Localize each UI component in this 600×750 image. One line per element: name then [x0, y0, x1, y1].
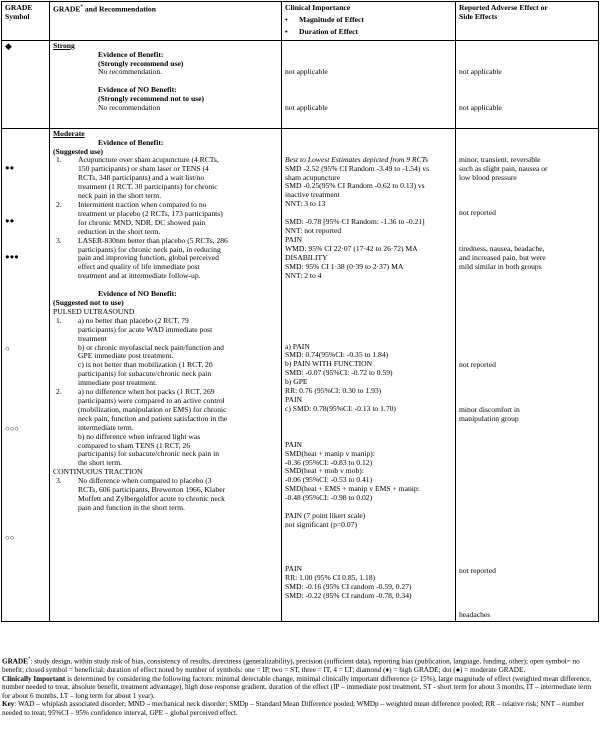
moderate-adverse: minor, transient, reversible such as slight pain, nausea or low blood pressure not reported tiredness, nausea, headache, and increased pain, but were mild similar in both groups not reported minor discomfort in manipulation group not reported headaches [456, 128, 599, 621]
pulsed-ultrasound-item: 1. a) no better than placebo (2 RCT, 79 participants) for acute WAD immediate post treatment b) or chronic myofascial neck pain/function and GPE immediate post treatment. c) is not better than mobilization (1 RCT, 20 participants) for subacute/chronic neck pain immediate post treatment. [56, 315, 224, 388]
strong-recommendation: Strong Evidence of Benefit: (Strongly recommend use) No recommendation. Evidence of NO Benefit: (Strongly recommend not to use) No recommendation [50, 40, 282, 128]
moderate-clinical: Best to Lowest Estimates depicted from 9 RCTs SMD -2.52 (95% CI Random -3.49 to -1.54) vs sham acupuncture SMD -0.25(95% CI Random -0.62 to 0.13) vs inactive treatment NNT: 3 to 13 SMD: -0.78 [95% CI Random: -1.36 to -0.21] NNT: not reported PAIN WMD: 95% CI 22·07 (17·42 to 26·72) MA DISABILITY SMD: 95% CI 1·38 (0·39 to 2·37) MA NNT: 2 to 4 a) PAIN SMD: 0.74(95%CI: -0.35 to 1.84) b) PAIN WITH FUNCTION SMD: -0.07 (95%CI: -0.72 to 0.59) b) GPE RR: 0.76 (95%CI: 0.30 to 1.93) PAIN c) SMD: 0.78(95%CI: -0.13 to 1.70) PAIN SMD(heat + manip v manip): -0.36 (95%CI: -0.83 to 0.12) SMD(heat + mob v mob): -0.06 (95%CI: -0.53 to 0.41) SMD(heat + EMS + manip v EMS + manip: -0.48 (95%CI: -0.98 to 0.02) PAIN (7 point likert scale) not significant (p=0.07) PAIN RR: 1.00 (95% CI 0.85, 1.18) SMD: -0.16 (95% CI random -0.59, 0.27) SMD: -0.22 (95% CI random -0.78, 0.34) [282, 128, 456, 621]
moderate-recommendation: Moderate Evidence of Benefit: (Suggested use) 1. Acupuncture over sham acupuncture (4 RCTs, 150 participants) or sham laser or TENS (4 RCTs, 348 participants) and a wait list/no treatment (1 RCT, 30 participants) for chronic neck pain in the short term. 2. Intermittent traction when compared to no treatment or placebo (2 RCTs, 173 participants) for chronic MND, NDR, DC showed pain reduction in the short term. 3. LASER-830nm better than placebo (5 RCTs, 286 participants) for chronic neck pain, in reducing pain and improving function, global perceived effect and quality of life immediate post treatment and at intermediate follow-up. Evidence of NO Benefit: (Suggested not to use) PULSED ULTRASOUND 1. a) no better than placebo (2 RCT, 79 participants) for acute WAD immediate post treatment b) or chronic myofascial neck pain/function and GPE immediate post treatment. c) is not better than mobilization (1 RCT, 20 participants) for subacute/chronic neck pain immediate post treatment. 2. a) no difference when hot packs (1 RCT, 269 participants) were compared to an active control (mobilization, manipulation or EMS) for chronic neck pain, function and patient satisfaction in the intermediate term. b) no difference when infrared light was compared to sham TENS (1 RCT, 26 participants) for subacute/chronic neck pain in the short term. CONTINUOUS TRACTION 3. No difference when compared to placebo (3 RCTs, 606 participants, Brewerton 1966, Klaber Moffett and Zylbergoldfor acute to chronic neck pain and function in the short term. [50, 128, 282, 621]
footnote-key: Key: WAD – whiplash associated disorder; MND – mechanical neck disorder; SMDp – Standard Mean Difference pooled; WMDp – weighted mean difference pooled; RR – relative risk; NNT – number needed to treat; 95%CI – 95% confidence interval, GPE – global perceived effect. [2, 700, 584, 717]
strong-row [2, 40, 599, 128]
strong-symbol: ◆ [2, 40, 50, 128]
footnote-clinical: Clinically Important is determined by considering the following factors: minimal detectable change, minimal clinically important difference (≥ 15%), large magnitude of effect (weighted mean difference, number needed to treat, absolute benefit, treatment advantage), high dose response gradient, duration of the effect (IP – immediate post treatment, ST - short term for about 3 months, IT – intermediate term for about 6 months, LT – long term for about 1 year). [2, 674, 592, 700]
moderate-item-3: 3. LASER-830nm better than placebo (5 RCTs, 286 participants) for chronic neck pain, in reducing pain and improving function, global perceived effect and quality of life immediate post treatment and at intermediate follow-up. [56, 235, 228, 281]
header-clinical-importance: Clinical Importance • Magnitude of Effect • Duration of Effect [282, 2, 456, 41]
continuous-traction-item: 3. No difference when compared to placebo (3 RCTs, 606 participants, Brewerton 1966, Klaber Moffett and Zylbergoldfor acute to chronic neck pain and function in the short term. [56, 476, 226, 512]
footnote-grade: GRADE*: study design, within study risk of bias, consistency of results, directness (generalizability), precision (sufficient data), reporting bias (publication, language, funding, other); open symbol= no benefit; closed symbol = beneficial; duration of effect noted by number of symbols: one = IP, two = ST, three = IT, 4 = LT; diamond (♦) = high GRADE; dot (●) = moderate GRADE. [2, 657, 580, 674]
header-row [2, 2, 599, 41]
header-grade-recommendation: GRADE* and Recommendation [50, 2, 282, 41]
strong-adverse: not applicable not applicable [456, 40, 599, 128]
moderate-item-2: 2. Intermittent traction when compared to no treatment or placebo (2 RCTs, 173 participants) for chronic MND, NDR, DC showed pain reduction in the short term. [56, 199, 223, 236]
moderate-symbols: ●● ●● ●●● ○ ○○○ ○○ [2, 128, 50, 621]
strong-clinical: not applicable not applicable [282, 40, 456, 128]
header-adverse-effects: Reported Adverse Effect or Side Effects [456, 2, 599, 41]
footnotes [2, 656, 598, 718]
moderate-item-1: 1. Acupuncture over sham acupuncture (4 RCTs, 150 participants) or sham laser or TENS (4 RCTs, 348 participants) and a wait list/no treatment (1 RCT, 30 participants) for chronic neck pain in the short term. [56, 155, 219, 201]
moderate-row [2, 128, 599, 621]
hot-packs-item: 2. a) no difference when hot packs (1 RCT, 269 participants) were compared to an active control (mobilization, manipulation or EMS) for chronic neck pain, function and patient satisfaction in the intermediate term. b) no difference when infrared light was compared to sham TENS (1 RCT, 26 participants) for subacute/chronic neck pain in the short term. [56, 387, 228, 468]
grade-table [1, 1, 599, 622]
header-symbol: GRADE Symbol [2, 2, 50, 41]
